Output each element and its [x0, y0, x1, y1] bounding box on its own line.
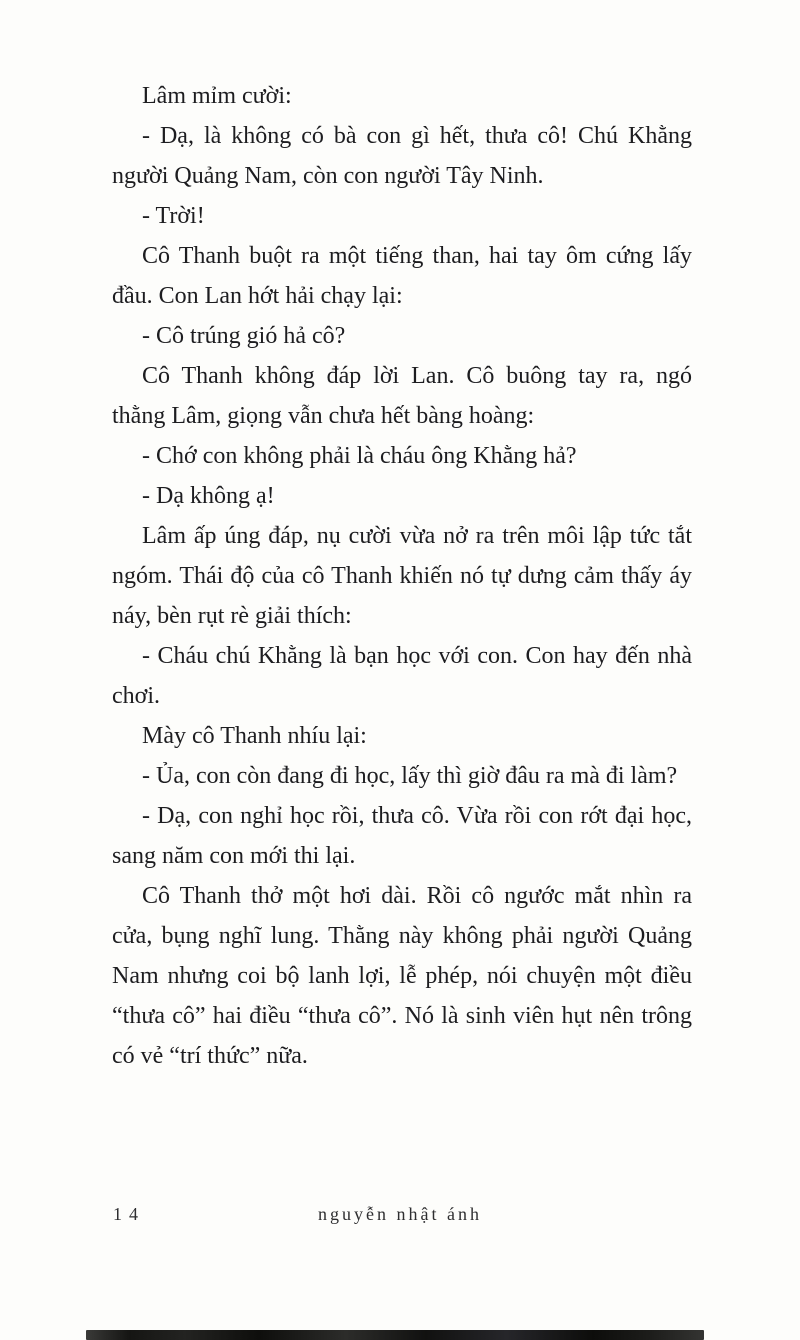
- paragraph: - Dạ không ạ!: [142, 483, 275, 509]
- page-number: 14: [113, 1204, 145, 1224]
- paragraph: Cô Thanh buột ra một tiếng than, hai tay ôm cứng lấy đầu. Con Lan hớt hải chạy lại:: [112, 243, 692, 309]
- scan-edge-artifact: [86, 1330, 704, 1340]
- paragraph: - Cháu chú Khằng là bạn học với con. Con hay đến nhà chơi.: [112, 643, 692, 709]
- paragraph: Lâm mỉm cười:: [142, 83, 292, 109]
- paragraph: Cô Thanh không đáp lời Lan. Cô buông tay ra, ngó thằng Lâm, giọng vẫn chưa hết bàng hoàng:: [112, 363, 692, 429]
- paragraph: Cô Thanh thở một hơi dài. Rồi cô ngước mắt nhìn ra cửa, bụng nghĩ lung. Thằng này không phải người Quảng Nam nhưng coi bộ lanh lợi, lễ phép, nói chuyện một điều “thưa cô” hai điều “thưa cô”. Nó là sinh viên hụt nên trông có vẻ “trí thức” nữa.: [112, 883, 692, 1069]
- running-title-author: nguyễn nhật ánh: [318, 1204, 482, 1224]
- paragraph: - Cô trúng gió hả cô?: [142, 323, 346, 349]
- paragraph: - Trời!: [142, 203, 205, 229]
- paragraph: Mày cô Thanh nhíu lại:: [142, 723, 367, 749]
- paragraph: Lâm ấp úng đáp, nụ cười vừa nở ra trên môi lập tức tắt ngóm. Thái độ của cô Thanh khiến nó tự dưng cảm thấy áy náy, bèn rụt rè giải thích:: [112, 523, 692, 629]
- page-footer: [0, 1204, 800, 1236]
- paragraph: - Dạ, là không có bà con gì hết, thưa cô! Chú Khằng người Quảng Nam, còn con người Tây Ninh.: [112, 123, 692, 189]
- paragraph: - Chớ con không phải là cháu ông Khằng hả?: [142, 443, 577, 469]
- body-text: [112, 76, 692, 1076]
- paragraph: - Dạ, con nghỉ học rồi, thưa cô. Vừa rồi con rớt đại học, sang năm con mới thi lại.: [112, 803, 692, 869]
- paragraph: - Ủa, con còn đang đi học, lấy thì giờ đâu ra mà đi làm?: [142, 763, 678, 789]
